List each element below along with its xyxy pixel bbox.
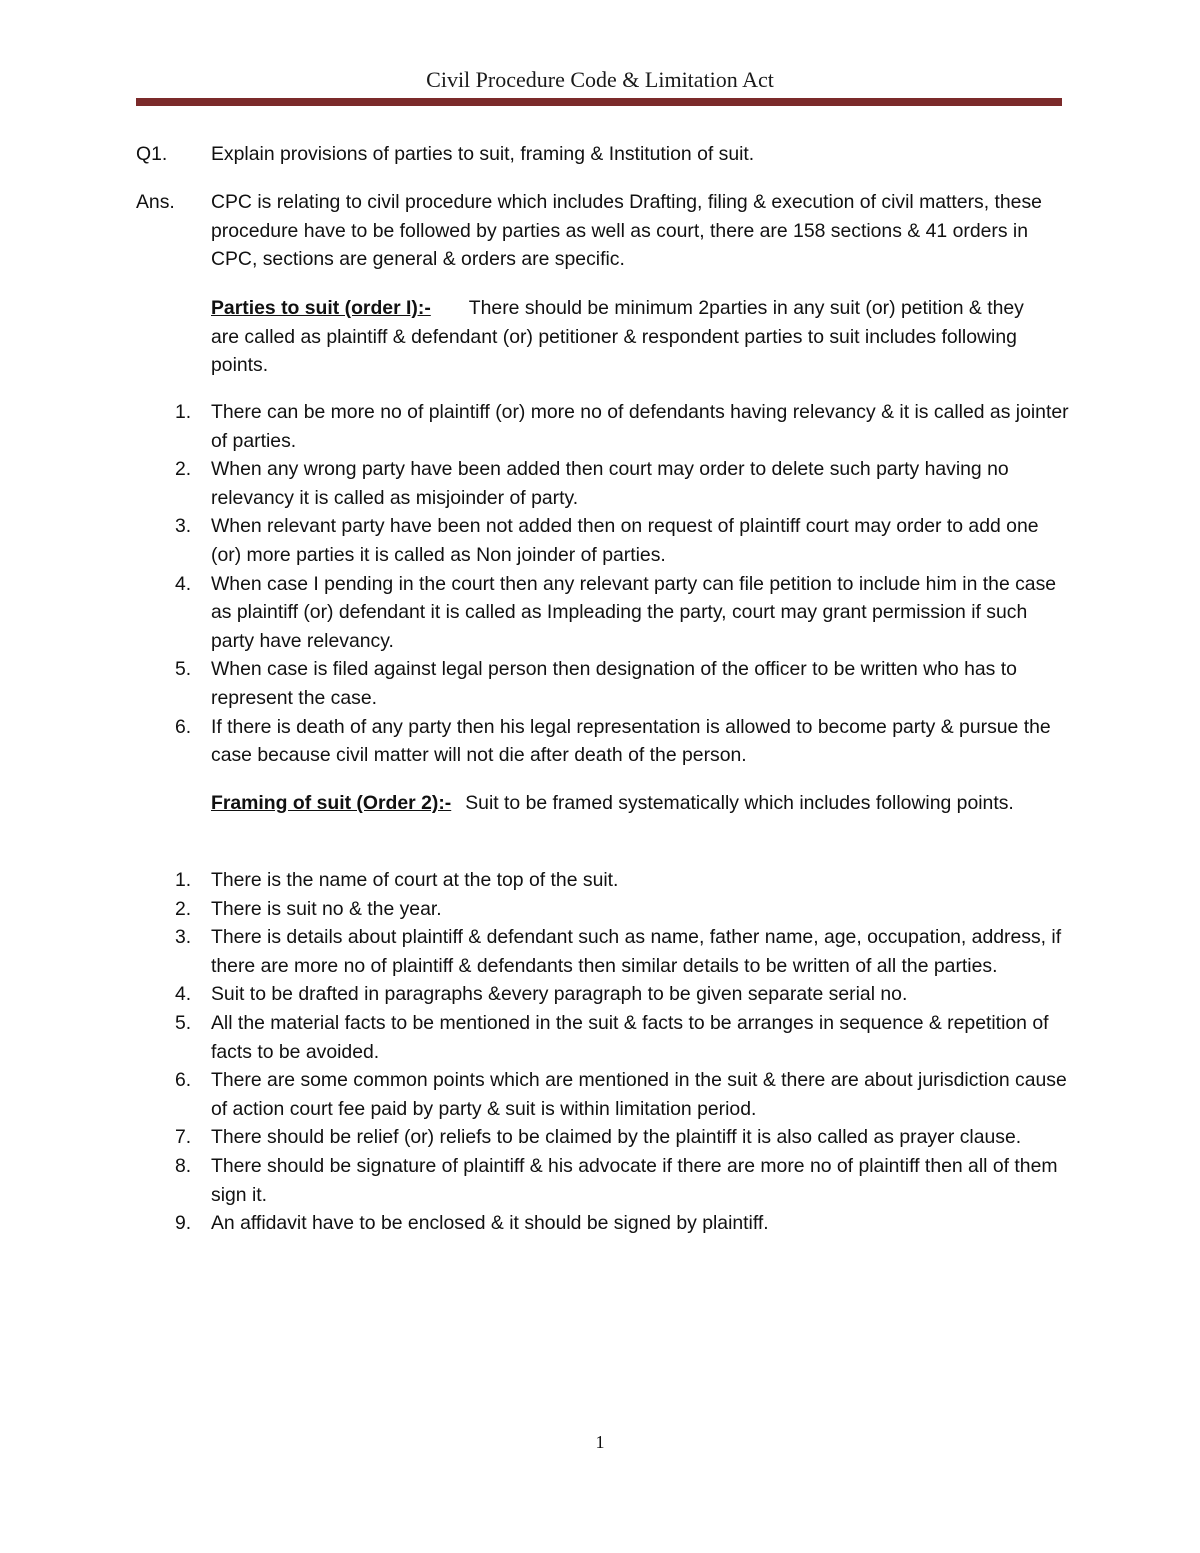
question-text: Explain provisions of parties to suit, framing & Institution of suit. [211, 143, 755, 165]
framing-intro: Suit to be framed systematically which includes following points. [465, 792, 1014, 814]
list-item [136, 1209, 1071, 1238]
list-item-number: 2. [175, 458, 192, 481]
page-number: 1 [595, 1432, 605, 1452]
list-item [136, 512, 1071, 569]
list-item-text: There is the name of court at the top of the suit. [211, 869, 619, 891]
list-item-text: There should be signature of plaintiff & his advocate if there are more no of plaintiff then all of them sign it. [211, 1154, 1058, 1206]
framing-heading: Framing of suit (Order 2):- [211, 792, 452, 814]
list-item-number: 3. [175, 926, 192, 949]
list-item-number: 2. [175, 897, 192, 920]
answer-label: Ans. [136, 191, 175, 213]
list-item-text: All the material facts to be mentioned in the suit & facts to be arranges in sequence & repetition of facts to be avoided. [211, 1011, 1049, 1063]
list-item-number: 4. [175, 572, 192, 595]
list-item [136, 455, 1071, 512]
list-item-number: 5. [175, 658, 192, 681]
list-item-text: When case I pending in the court then any relevant party can file petition to include him in the case as plaintiff (or) defendant it is called as Impleading the party, court may grant permission if such party have relevancy. [211, 572, 1057, 652]
list-item [136, 1009, 1071, 1066]
list-item-text: There can be more no of plaintiff (or) more no of defendants having relevancy & it is called as jointer of parties. [211, 401, 1069, 452]
parties-list [136, 398, 1071, 770]
list-item-number: 6. [175, 1069, 192, 1092]
list-item-text: There is suit no & the year. [211, 897, 442, 920]
list-item-text: An affidavit have to be enclosed & it should be signed by plaintiff. [211, 1212, 769, 1235]
list-item [136, 1123, 1071, 1152]
answer-text: CPC is relating to civil procedure which includes Drafting, filing & execution of civil matters, these procedure have to be followed by parties as well as court, there are 158 sections & 41 orders in CPC, sections are general & orders are specific. [211, 191, 1042, 271]
list-item [136, 895, 1071, 924]
framing-list [136, 866, 1071, 1238]
list-item-number: 1. [175, 401, 192, 423]
parties-heading: Parties to suit (order I):- [211, 297, 431, 319]
framing-paragraph [211, 789, 1056, 818]
question-label: Q1. [136, 143, 168, 165]
parties-paragraph [211, 294, 1056, 380]
list-item-number: 6. [175, 715, 192, 738]
list-item-text: When case is filed against legal person then designation of the officer to be written who has to represent the case. [211, 658, 1017, 709]
list-item [136, 980, 1071, 1009]
list-item-text: There should be relief (or) reliefs to be claimed by the plaintiff it is also called as prayer clause. [211, 1126, 1022, 1149]
list-item [136, 655, 1071, 712]
list-item-text: There are some common points which are mentioned in the suit & there are about jurisdiction cause of action court fee paid by party & suit is within limitation period. [211, 1069, 1067, 1120]
list-item-number: 4. [175, 983, 192, 1006]
list-item-number: 9. [175, 1212, 192, 1235]
header-divider [136, 98, 1062, 106]
list-item-text: There is details about plaintiff & defendant such as name, father name, age, occupation, address, if there are more no of plaintiff & defendants then similar details to be written of all the parties. [211, 926, 1062, 977]
list-item [136, 1152, 1071, 1209]
list-item-text: If there is death of any party then his legal representation is allowed to become party & pursue the case because civil matter will not die after death of the person. [211, 715, 1051, 767]
list-item [136, 923, 1071, 980]
list-item [136, 713, 1071, 770]
list-item [136, 398, 1071, 455]
list-item-number: 5. [175, 1011, 192, 1034]
list-item-number: 3. [175, 515, 192, 538]
list-item-text: When relevant party have been not added then on request of plaintiff court may order to add one (or) more parties it is called as Non joinder of parties. [211, 515, 1039, 566]
list-item [136, 570, 1071, 656]
parties-intro: There should be minimum 2parties in any suit (or) petition & they are called as plaintiff & defendant (or) petitioner & respondent parties to suit includes following points. [211, 297, 1024, 377]
list-item-text: When any wrong party have been added then court may order to delete such party having no relevancy it is called as misjoinder of party. [211, 458, 1009, 509]
page-header-title: Civil Procedure Code & Limitation Act [426, 67, 774, 92]
list-item [136, 1066, 1071, 1123]
list-item-number: 1. [175, 869, 192, 891]
list-item [136, 866, 1071, 895]
list-item-text: Suit to be drafted in paragraphs &every paragraph to be given separate serial no. [211, 983, 908, 1006]
list-item-number: 8. [175, 1154, 192, 1177]
list-item-number: 7. [175, 1126, 192, 1149]
